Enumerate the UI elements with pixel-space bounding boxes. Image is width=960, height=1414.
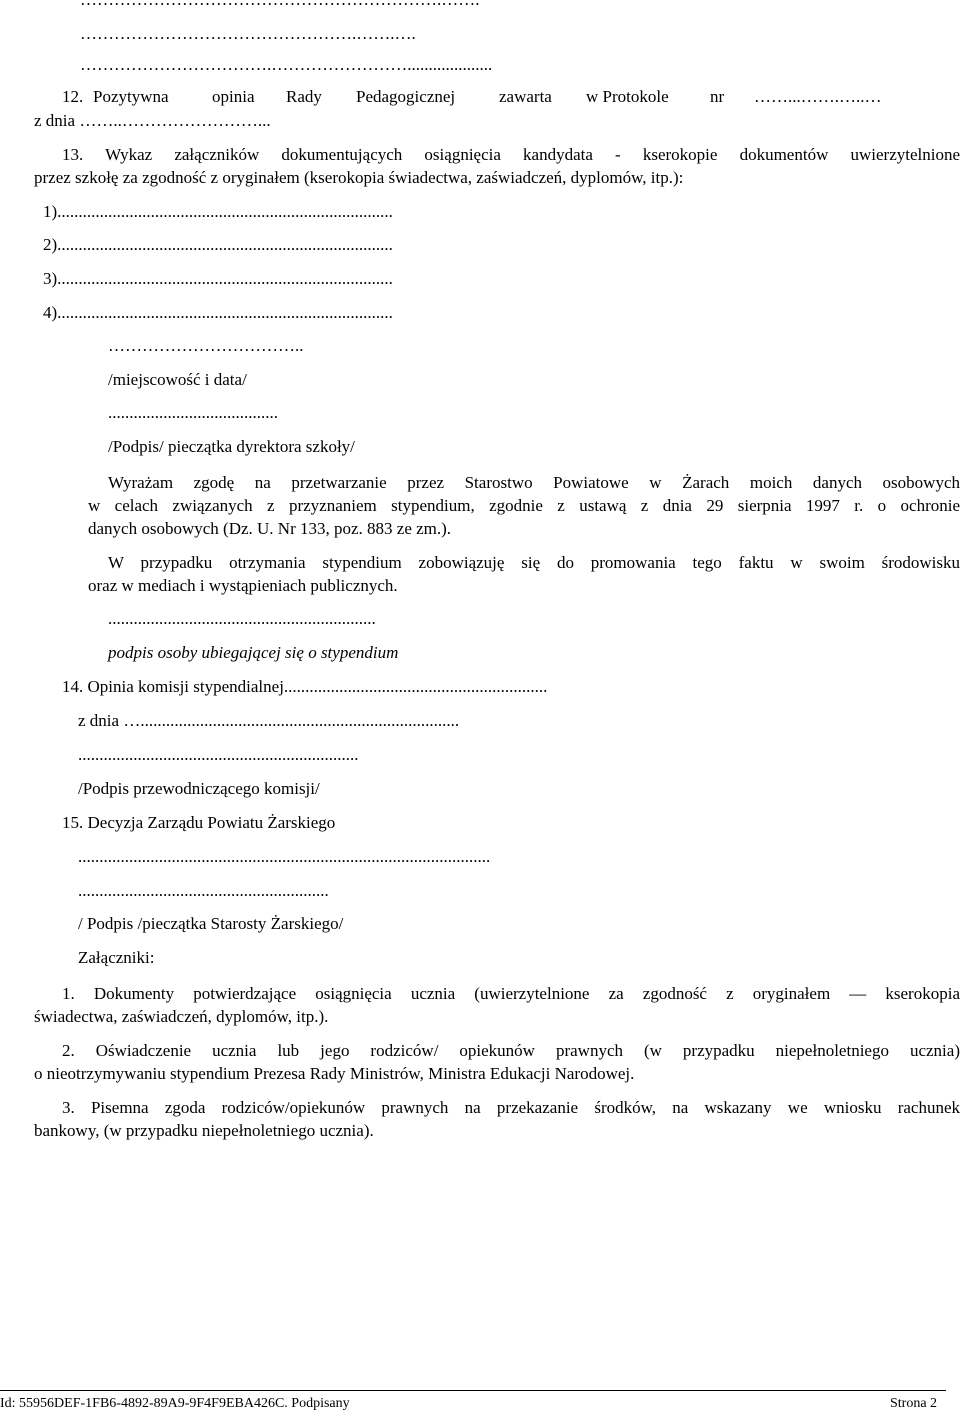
list-item: 2)............................................................................... [43,235,393,254]
text-line: 3. Pisemna zgoda rodziców/opiekunów prawnych na przekazanie środków, na wskazany we wniosku rachunek [62,1098,960,1117]
text-word: Pedagogicznej [356,87,456,106]
dotted-line: ................................................................................................. [78,847,491,866]
text-line: danych osobowych (Dz. U. Nr 133, poz. 883 ze zm.). [88,519,452,538]
text-line: w celach związanych z przyznaniem stypendium, zgodnie z ustawą z dnia 29 sierpnia 1997 r. o ochronie [88,496,960,515]
attachment-item [34,1096,960,1142]
text-line: o nieotrzymywaniu stypendium Prezesa Rady Ministrów, Ministra Edukacji Narodowej. [34,1064,635,1083]
text-line: Wyrażam zgodę na przetwarzanie przez Starostwo Powiatowe w Żarach moich danych osobowych [108,473,960,492]
text-line: 2. Oświadczenie ucznia lub jego rodziców/ opiekunów prawnych (w przypadku niepełnoletniego ucznia) [62,1041,960,1060]
applicant-signature-label: podpis osoby ubiegającej się o stypendium [108,643,399,662]
text-word: nr [710,87,725,106]
text-line: bankowy, (w przypadku niepełnoletniego ucznia). [34,1121,374,1140]
place-date-label: /miejscowość i data/ [108,370,247,389]
footer-id: Id: 55956DEF-1FB6-4892-89A9-9F4F9EBA426C. Podpisany [0,1396,350,1411]
dotted-field: ……...…….…..… [754,87,882,106]
attachment-item [34,1039,960,1085]
list-item: 4)............................................................................... [43,303,393,322]
dotted-line: ............................................................... [108,609,376,628]
attachments-heading: Załączniki: [78,948,155,967]
dotted-line: ………………………………………….…….…. [80,24,416,43]
text-word: Rady [286,87,322,106]
text-line: oraz w mediach i wystąpieniach publicznych. [88,576,398,595]
dotted-line: …………………………….…………………….................... [80,55,493,74]
list-item: 1)............................................................................... [43,202,393,221]
text-line: 13. Wykaz załączników dokumentujących osiągnięcia kandydata - kserokopie dokumentów uwierzytelnione [62,145,960,164]
item-13-text [34,143,960,189]
dotted-line: …………………………….. [108,336,304,355]
starosta-signature-label: / Podpis /pieczątka Starosty Żarskiego/ [78,914,344,933]
item-14-line: 14. Opinia komisji stypendialnej.............................................................. [62,677,548,696]
footer-rule [0,1390,946,1391]
dotted-line [80,0,480,10]
director-signature-label: /Podpis/ pieczątka dyrektora szkoły/ [108,437,355,456]
consent-paragraph [88,471,960,540]
date-line: z dnia ……..……………………... [34,111,271,130]
dotted-line: ........................................................... [78,881,329,900]
text-word: opinia [212,87,255,106]
item-number: 12. [62,87,84,106]
text-word: Pozytywna [93,87,169,106]
text-line: świadectwa, zaświadczeń, dyplomów, itp.). [34,1007,329,1026]
text-word: zawarta [499,87,552,106]
text-word: w Protokole [586,87,669,106]
dotted-line: .................................................................. [78,745,359,764]
attachment-item [34,982,960,1028]
text-line: 1. Dokumenty potwierdzające osiągnięcia ucznia (uwierzytelnione za zgodność z oryginałem — kserokopia [62,984,960,1003]
item-15-line: 15. Decyzja Zarządu Powiatu Żarskiego [62,813,336,832]
dotted-line: ........................................ [108,403,278,422]
committee-signature-label: /Podpis przewodniczącego komisji/ [78,779,320,798]
promotion-paragraph [88,551,960,597]
date-line: z dnia …........................................................................... [78,711,460,730]
list-item: 3)............................................................................... [43,269,393,288]
page-number: Strona 2 [890,1396,938,1411]
text-line: przez szkołę za zgodność z oryginałem (kserokopia świadectwa, zaświadczeń, dyplomów, itp.): [34,168,684,187]
text-line: W przypadku otrzymania stypendium zobowiązuję się do promowania tego faktu w swoim środowisku [108,553,960,572]
